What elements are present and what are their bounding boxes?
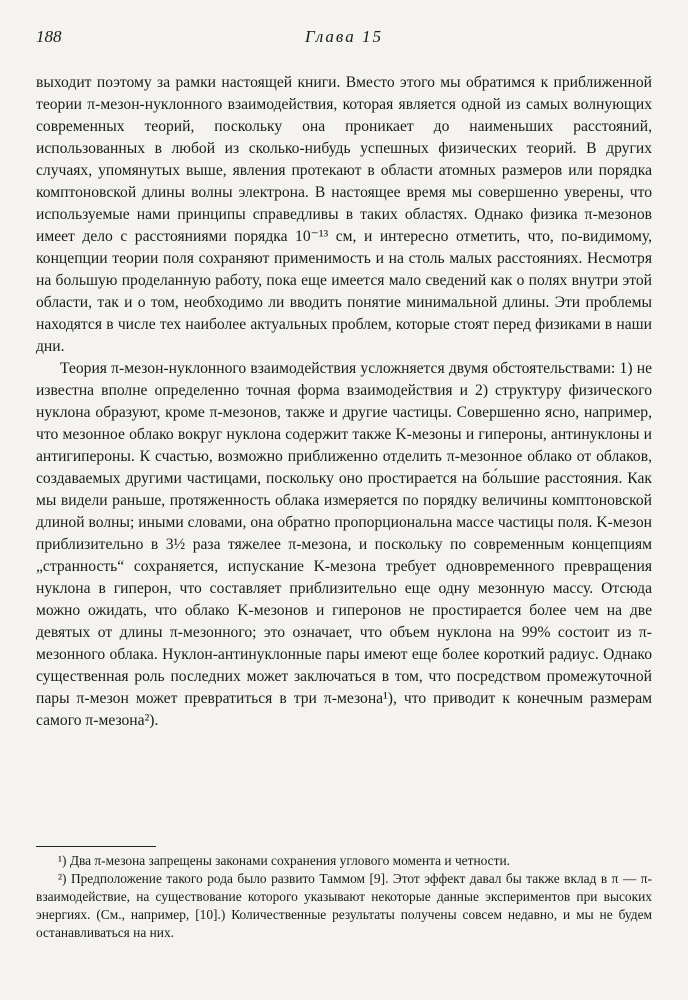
footnote: ²) Предположение такого рода было развито Таммом [9]. Этот эффект давал бы также вклад в π — π-взаимодействие, на существование которого указывают некоторые данные экспериментов при высоких энергиях. (См., например, [10].) Количественные результаты получены совсем недавно, и мы не будем останавливаться на них. [36,871,652,940]
body-text [36,72,652,732]
footnotes [36,852,652,942]
page-header [36,27,652,51]
footnote: ¹) Два π-мезона запрещены законами сохранения углового момента и четности. [58,853,510,868]
footnote-rule [36,846,156,847]
paragraph: Теория π-мезон-нуклонного взаимодействия усложняется двумя обстоятельствами: 1) не известна вполне определенно точная форма взаимодействия и 2) структуру физического нуклона образуют, кроме π-мезонов, также и другие частицы. Совершенно ясно, например, что мезонное облако вокруг нуклона содержит также K-мезоны и гипероны, антинуклоны и антигипероны. К счастью, возможно приближенно отделить π-мезонное облако от облаков, создаваемых другими частицами, поскольку оно простирается на бо́льшие расстояния. Как мы видели раньше, протяженность облака измеряется по порядку величины комптоновской длиной волны; иными словами, она обратно пропорциональна массе частицы поля. K-мезон приблизительно в 3½ раза тяжелее π-мезона, и поскольку по современным концепциям „странность“ сохраняется, испускание K-мезона требует одновременного превращения нуклона в гиперон, что составляет приблизительно еще одну мезонную массу. Отсюда можно ожидать, что облако K-мезонов и гиперонов не простирается более чем на две девятых от длины π-мезонного; это означает, что объем нуклона на 99% состоит из π-мезонного облака. Нуклон-антинуклонные пары имеют еще более короткий радиус. Однако существенная роль последних может заключаться в том, что посредством промежуточной пары π-мезон может превратиться в три π-мезона¹), что приводит к конечным размерам самого π-мезона²). [36,360,652,729]
running-head: Глава 15 [305,27,383,46]
paragraph: выходит поэтому за рамки настоящей книги. Вместо этого мы обратимся к приближенной теории π-мезон-нуклонного взаимодействия, которая является одной из самых волнующих современных теорий, поскольку она проникает до наименьших расстояний, использованных в любой из сколько-нибудь успешных физических теорий. В других случаях, упомянутых выше, явления протекают в области атомных размеров или порядка комптоновской длины волны электрона. В настоящее время мы совершенно уверены, что используемые нами принципы справедливы в таких областях. Однако физика π-мезонов имеет дело с расстояниями порядка 10⁻¹³ см, и интересно отметить, что, по-видимому, концепции теории поля сохраняют применимость и на столь малых расстояниях. Несмотря на большую проделанную работу, пока еще имеется мало сведений как о полях внутри этой области, так и о том, необходимо ли вводить понятие минимальной длины. Эти проблемы находятся в числе тех наиболее актуальных проблем, которые стоят перед физиками в наши дни. [36,74,652,355]
page-number: 188 [36,27,62,46]
